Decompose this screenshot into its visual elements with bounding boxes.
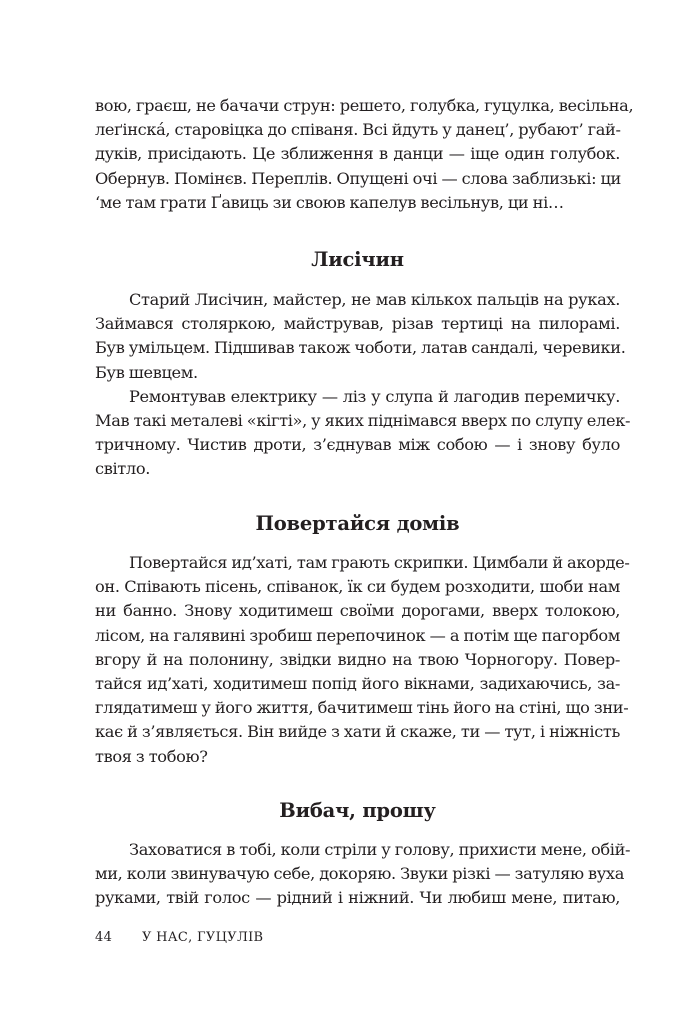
section-heading-povertaisia-domiv: Повертайся домів [255,512,460,535]
text-line: тайся ид’хаті, ходитимеш попід його вікнами, задихаючись, за- [95,674,620,694]
text-line: твоя з тобою? [95,746,208,766]
text-line: Був шевцем. [95,362,198,382]
text-line: Повертайся ид’хаті, там грають скрипки. Цимбали й акорде- [129,553,630,572]
text-line: тричному. Чистив дроти, з’єднував між собою — і знову було [95,435,620,455]
section-body-vybach-proshu [95,838,631,911]
text-line: Був умільцем. Підшивав також чоботи, латав сандалі, черевики. [95,338,626,358]
text-line: ни банно. Знову ходитимеш своїми дорогами, вверх толокою, [95,601,620,621]
intro-paragraph [95,94,634,215]
section-heading-vybach-proshu: Вибач, прошу [279,799,436,822]
text-line: он. Співають пісень, співанок, їк си будем розходити, шоби нам [95,577,620,597]
text-line: Займався столяркою, майстрував, різав тертиці на пилорамі. [95,314,620,334]
text-line: руками, твій голос — рідний і ніжний. Чи любиш мене, питаю, [95,888,620,908]
page-footer [95,929,263,947]
text-line: вгору й на полонину, звідки видно на твою Чорногору. Повер- [95,649,620,669]
text-line: кає й з’являється. Він вийде з хати й скаже, ти — тут, і ніжність [95,722,620,742]
running-title: У НАС, ГУЦУЛІВ [142,930,264,945]
section-body-lysichyn [95,288,631,482]
text-line: Мав такі металеві «кігті», у яких піднімався вверх по слупу елек- [95,411,631,431]
text-line: Ремонтував електрику — ліз у слупа й лагодив перемичку. [129,386,620,406]
text-line: Старий Лисічин, майстер, не мав кількох пальців на руках. [129,290,620,309]
section-heading-lysichyn: Лисічин [311,248,404,271]
text-line: Заховатися в тобі, коли стріли у голову, прихисти мене, обій- [129,840,631,859]
section-body-povertaisia-domiv [95,551,630,769]
text-line: ‘ме там грати Ґавиць зи своюв капелув весільнув, ци ні… [95,192,564,212]
text-line: Обернув. Помінєв. Переплів. Опущені очі — слова заблизькі: ци [95,168,621,188]
text-line: дуків, присідають. Це зближення в данци — іще один голубок. [95,144,620,164]
text-line: леґінска́, старовіцка до співаня. Всі йдуть у данец’, рубают’ гай- [95,120,621,140]
text-line: вою, граєш, не бачачи струн: решето, голубка, гуцулка, весільна, [95,96,634,115]
text-line: лісом, на галявині зробиш перепочинок — а потім ще пагорбом [95,625,620,645]
page-number: 44 [95,930,113,945]
text-line: глядатимеш у його життя, бачитимеш тінь його на стіні, що зни- [95,698,629,718]
text-line: ми, коли звинувачую себе, докоряю. Звуки різкі — затуляю вуха [95,864,624,884]
text-line: світло. [95,459,151,479]
